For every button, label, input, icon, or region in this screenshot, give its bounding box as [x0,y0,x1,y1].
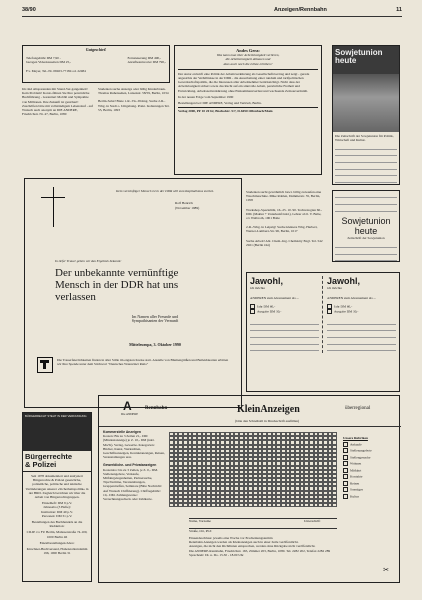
coupon-left [250,276,323,353]
coupon-title: Jawohl, [327,276,361,286]
text-lines [335,193,397,212]
page-number-right: 11 [396,7,402,13]
magazine-cover-photo [333,74,399,132]
checkbox-label: Jahr [257,304,263,309]
book-ad-subtitle: Was kann man über Arbeitslosigkeit verlieren, [216,53,280,58]
price-line: Personen: DM 31 p.V. [41,513,73,518]
sowjetunion-ad-1 [332,45,400,185]
form-lines[interactable] [250,319,319,351]
footer-line: Anzeigen, die nicht den Richtlinien entsprechen, werden ohne Rückgabe nicht veröffentlicht. [189,544,316,549]
coupon-title: Jawohl, [250,276,284,286]
obituary-funeral-note: Die Trauerfeierlichkeiten finden in aller Stille im engsten Kreise statt. Anstelle von Blumengrüßen und Beileidskarten erbitten wir Ihre Spende unter dem Stichwort "Deutsches Waterzinzt Ratio" [57,358,229,367]
ad-title: Bürgerrechte [25,452,73,461]
obituary-quote: Kein vernünftiger Mensch ist in der DDR will zum Kapitalismus zurück. [116,189,214,193]
cross-icon [53,187,54,227]
rubric-option[interactable] [343,474,397,479]
classified-ad: Berlin-Salut! Biete 1-R.-Vk.-Wohng. Suche 2-R.-Whg. in Stadt o. Umgebung. Prakt. Isolierungen Tel. 55, Berlin, 1093 [98,99,170,112]
headline-line: Der unbekannte vernünftige [55,267,179,279]
price-line: Institution: DM 40 p.V. [41,509,73,514]
classified-column-1 [22,87,94,173]
magazine-title: Sowjetunion heute [341,215,391,236]
scissors-icon: ✂ [383,566,389,574]
form-note: (bitte den Schreibstil in Druckschrift ausfüllen) [235,419,300,423]
book-ad-order: Bestellungen bei: DIE ANDERE, Verlag und Vertrieb, Berlin. [178,101,262,106]
categories-title: Kommerzielle Anzeigen [103,430,141,434]
coupon-price: DM 30,- [346,309,359,314]
ad-address: CILIP c/o FU Berlin, Malteserstraße 74-100, 1000 Berlin 46 [26,530,88,539]
region-label: überregional [345,406,371,411]
gutschein-box [22,45,170,83]
cross-icon-bar [41,197,65,198]
obituary-mourners [85,315,225,323]
rubric-checkbox[interactable] [343,494,348,499]
subscription-coupons [246,272,400,392]
form-lines[interactable] [327,319,396,351]
book-ad-body: Der Autor entwirft eine Politik der Arbeitsverkürzung als Gesellschaftsvertrag und zeigt - gerade angesichts der Verhältnisse in der DDR - die Ausarbeitung einer rundum und tarifpolitischen Gewerkschaftspolitik, die die Interessen aller Arbeitnehmer berücksichtigt. Nicht dass der Arbeitslosigkeit sichert sowie das Recht auf ein sinnvolle Arbeit, persönliche Freiheit und Entwicklung. Arbeitszeitverkürzung ohne Einkommensverlust und wachsende Zeitsouveränität. [178,69,318,93]
rubric-option[interactable] [343,468,397,473]
obituary-date: Mitteleuropa, 3. Oktober 1990 [129,342,181,347]
coupon-body: ANDEREN zum Abonnement als ... [250,296,300,301]
gutschein-contact: F.v. Meyer, Tel.-Nr. 06923-77184 od. 22484 [26,68,86,73]
footer-line: Sprechzeit: Di. u. Do. 15.30 - 18.00 Uhr [189,552,244,557]
text-lines [333,144,399,185]
obituary-headline [55,267,235,303]
private-body: Kostenlos: bis zu 3 Zeilen, je Z. 0,- DM. Stellenangebote, Verkaufe, Mitfahrgelegenheiten, Partnersuche, Tips/Termine, Veranstaltungen, Gruppentreffen, Seminare (Bitte Nachricht: Auf Wunsch Chiffrierung). Chiffregebühr: 10,- DM. Zahlungsweise: Verrechnungsscheck oder Zahlkarte. [103,467,163,502]
sowjetunion-ad-2 [332,190,400,262]
rubric-checkbox[interactable] [343,448,348,453]
page-header [22,6,402,17]
rubric-label: Stellenangebote [350,448,372,453]
gutschein-line: Fernsteuerung DM 490,- [127,56,162,61]
footer-line: Die ANDERE-Rennbahn, Friedrichstr. 165, Zimmer 203, Berlin, 1080. Tel. 2282 202, Telefax 2282 289 [189,548,331,553]
ad-address-2: Kirschner-Buchversand, Hohenzollerndamm 196, 1000 Berlin 31 [26,547,88,556]
classified-ad: Suche Arbeit! Abt. Chem.-Ing. Chemistry Engl. Tel. 542 2921 (Berlin Ost) [246,238,323,247]
gutschein-title: Gutgeschiet! [85,48,107,52]
coupon-subtitle: ich möchte [250,286,265,290]
coupon-price: DM 60,- [340,304,353,309]
rubric-label: Kontakte [350,474,363,479]
gutschein-line: bezogen Videokassetten DM 25,- [26,60,72,65]
magazine-subtitle: Zeitschrift der Sowjetunion [347,235,385,240]
rubric-checkbox[interactable] [343,481,348,486]
rubric-title: Unsere Rubriken [343,436,368,440]
quote-date: (November 1989) [175,206,200,210]
magazine-caption: Die Zeitschrift der Sowjetunion für Politik, Wirtschaft und Kultur. [335,134,394,143]
rubric-label: Stellengesuche [350,454,371,459]
signature-label: Unterschrift [304,519,321,523]
checkbox-issue[interactable] [327,309,332,314]
logo-icon [37,357,53,373]
rubric-checkbox[interactable] [343,468,348,473]
checkbox-label: Ausgabe [257,309,269,314]
ad-body: Seit 1978 dokumentiert und analysiert Bürgerrechte & Polizei gesetzliche, polizeiliche, politische und taktische Veränderungen unserer »Sicherheitspolitik« in der BRD. Zugleich berichten wir über die Arbeit von Bürgerrechtsgruppen. [25,474,89,500]
rubric-label: Kultur [350,493,359,498]
rubric-checkbox[interactable] [343,487,348,492]
book-ad-subtitle: dass auch noch die Löhne erhöhen? [223,61,273,66]
book-ad-box [174,45,322,175]
rubric-label: Reisen [350,480,360,485]
coupon-body: ANDEREN zum Abonnement als ... [327,296,377,301]
headline-line: Mensch in der DDR hat uns [55,279,179,291]
ad-order: Bestellungen des Buchhandels an die Redaktion: [31,520,83,529]
rubric-label: Mitfahrt [350,467,362,472]
character-grid[interactable] [169,432,337,507]
coupon-price: DM 60,- [263,304,276,309]
brand-subtitle: Die ANDERE [121,412,139,416]
quote-author: Rolf Henrich [175,201,193,205]
rubric-label: Wohnen [350,461,362,466]
book-ad-title: Andes Gera: [236,48,260,53]
checkbox-label: Ausgabe [334,309,346,314]
footer-line: Rennbahn Anzeigen werden als Kleinanzeigen auch in einer Zeile veröffentlicht. [189,540,299,545]
coupon-price: DM 30,- [269,309,282,314]
book-ad-publisher: Verlag 2000, PF 10 20 62, Bischofstr. 5/7, D-6050 Offenbach/Main [178,107,318,113]
book-ad-date: In der neuen Folge vom September 1990 [178,94,234,99]
rubric-options [343,436,397,499]
rubric-option[interactable] [343,487,397,492]
buergerrechte-ad [22,412,92,582]
address-label: Straße, Ort, PLZ [189,529,212,533]
ad-banner: BÜRGERRECHT STEHT IN DER VERFASSUNG [23,413,91,451]
categories-column [103,430,165,548]
rubric-option[interactable] [343,494,397,499]
checkbox-label: Jahr [334,304,340,309]
mourners-line: Im Namen aller Freunde und [131,314,179,319]
classified-ad: Studenten suche Anzeiga oder billig Kinderbrauk. Thomas Ruhensehen, Luisenstr. 58/59, Berlin, 1034 [98,87,169,96]
price-line: Einzelheft: DM 9 p.V. [42,501,72,506]
rubric-checkbox[interactable] [343,455,348,460]
ad-title: & Polizei [25,460,57,469]
checkbox-issue[interactable] [250,309,255,314]
form-title: KleinAnzeigen [237,404,300,415]
book-ad-subtitle: die Arbeitslosigkeit abbauen und [225,57,271,62]
gutschein-line: Telefongebühr DM 7,90 - [26,56,61,61]
classified-column-3 [246,190,324,270]
rubric-option[interactable] [343,448,397,453]
rubric-checkbox[interactable] [343,442,348,447]
rubric-checkbox[interactable] [343,474,348,479]
private-title: Gewerbliche- und Privatanzeigen [103,463,157,468]
mourners-line: Sympathisanten der Vernunft [131,318,179,324]
price-line: Jahresabo (3 Hefte): [43,505,71,510]
classified-ad: Workshop-Spezialität, 16.-25. 10. 90. Technologien 60.- DM. (Makler + Unterkunft inkl.), Lehrer ab 6. V. Balte, c/o Walbroth, 1901 Balte [246,207,323,221]
ad-order-2: Einzelbestellungen/Abos: [39,540,75,545]
form-footer [189,536,339,557]
rubric-option[interactable] [343,442,397,447]
rubric-option[interactable] [343,461,397,466]
classified-column-2 [98,87,170,173]
magazine-title: Sowjetunion heute [333,46,399,74]
rubric-label: Sonstiges [350,487,363,492]
ad-prices [23,501,91,518]
categories-body: Kosten: Bis zu 3 Zeilen 21,- DM (Mindestanzeige) je Z. 10,- DM (inkl. MwSt). Verlag, Gewerbe. Kategorien: Bücher, Kunst, Werkstätten, Geschäftsanzeigen, Kontaktanzeigen, Reisen, Veranstaltungen usw. [103,434,165,460]
classified-ad: 2-R.-Whg. in Leipzig! Suche kleinere Whg. Herbert, Werner-Lamberz-Str. 96, Berlin, 1017 [246,225,318,234]
obituary-intro: In tiefer Trauer geben wir das Ergebnis bekannt: [55,259,122,263]
text-lines [335,243,397,262]
obituary-box [24,178,242,408]
rubric-label: Ankaufe [350,441,362,446]
section-title: Anzeigen/Rennbahn [274,7,327,13]
grid-cell[interactable] [332,503,337,507]
kleinanzeigen-form [98,395,400,583]
rubric-checkbox[interactable] [343,461,348,466]
rubric-option[interactable] [343,481,397,486]
rubric-option[interactable] [343,455,397,460]
coupon-right [327,276,396,353]
name-label: Name, Vorname [189,519,211,523]
classified-ad: Im rind Altsparenden mit Stand-Ver-gangenheit! Kein Problem! Konto-führen Sie Ihre persönliche Buchführung - Garantiert Mobbil und Sympathie von Millionen. Ihre Zukunft ist gesichert! Zuschriften bitte mit vollständigem Lebenslauf - auf Wunsch auch anonym an DIE ANDERE, Friedrichstr. Nr. 47, Berlin, 1080 [22,87,93,117]
coupon-subtitle: ich möchte [327,286,342,290]
headline-line: verlassen [55,291,96,303]
classified-ad: Studenten sucht gewöhnlich bewi. billig zu kaufen eine Waschmaschine. Mike Rohlen, Dammerstr. 35, Berlin, 1058 [246,190,322,203]
rennbahn-label: Rennbahn [145,406,168,411]
brand-logo: A [123,399,132,413]
gutschein-line: Anrufbeantworter DM 790,- [127,60,166,65]
page-number-left: 38/90 [22,7,36,13]
footer-line: Einsendeschluss: jeweils eine Woche vor Erscheinungstermin [189,536,273,540]
